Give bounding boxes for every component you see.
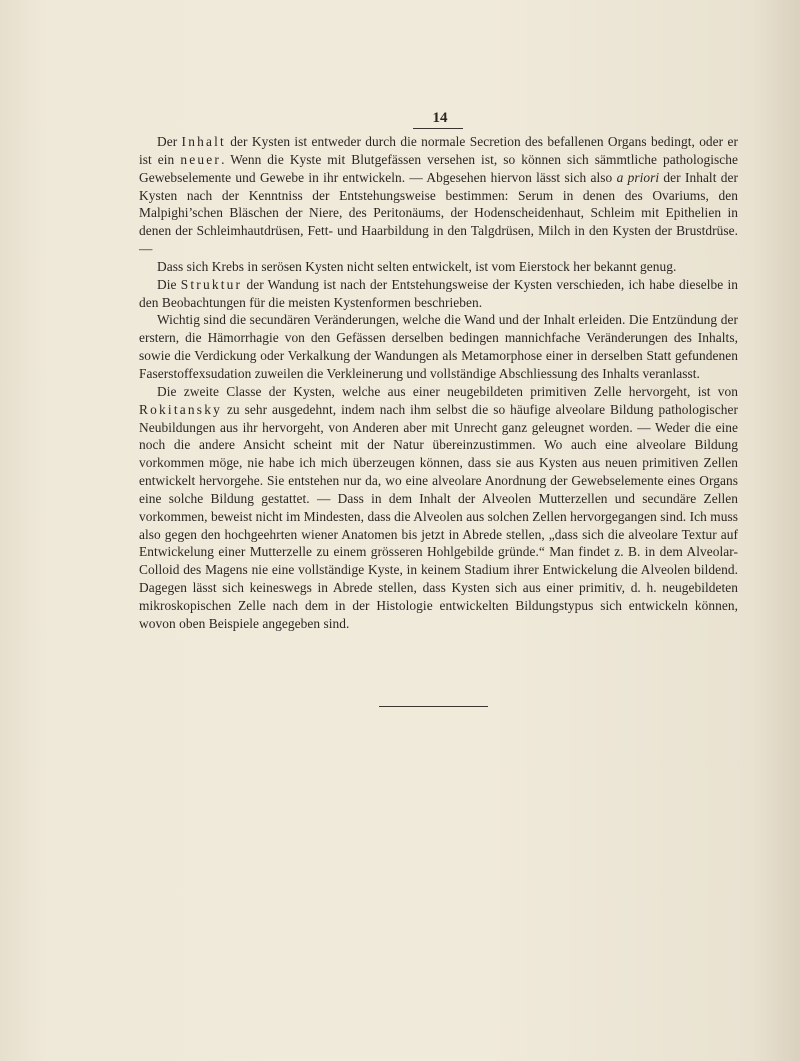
- spaced-emphasis: Struktur: [180, 276, 243, 292]
- body-text: [139, 133, 738, 633]
- text-run: Wichtig sind die secundären Veränderungen, welche die Wand und der Inhalt erleiden. Die Entzündung der erstern, die Hämorrhagie von den Gefässen derselben bedingen mannichfache Veränderungen des Inhalts, sowie die Verdickung oder Verkalkung der Wandungen als Metamorphose einer in derselben Statt gefundenen Faserstoffexsudation zuweilen die Verkleinerung und vollständige Abschliessung des Inhalts veranlasst.: [139, 312, 738, 381]
- text-run: Der: [157, 134, 182, 149]
- text-run: Dass sich Krebs in serösen Kysten nicht selten entwickelt, ist vom Eierstock her bekannt genug.: [157, 258, 677, 274]
- text-run: Die: [157, 276, 181, 292]
- paragraph: [139, 311, 738, 382]
- paragraph: [139, 258, 738, 276]
- paragraph: [139, 383, 738, 633]
- italic-emphasis: a priori: [616, 169, 660, 185]
- spaced-emphasis: neuer: [180, 151, 222, 167]
- spaced-emphasis: Inhalt: [181, 134, 226, 149]
- text-run: der Inhalt der Kysten nach der Kenntniss der Entstehungsweise bestimmen: Serum in denen des Ovariums, den Malpighi’schen Bläschen der Niere, des Peritonäums, der Hodenscheidenhaut, Schleim mit Epithelien in denen der Schleimhautdrüsen, Fett- und Haarbildung in den Talgdrüsen, Milch in den Kysten der Brustdrüse. —: [139, 169, 738, 257]
- section-end-rule: [379, 706, 488, 707]
- spaced-emphasis: Rokitansky: [139, 401, 223, 417]
- text-run: zu sehr ausgedehnt, indem nach ihm selbst die so häufige alveolare Bildung pathologischer Neubildungen aus ihr hervorgeht, von Anderen aber mit Unrecht ganz geleugnet worden. — Weder die eine noch die andere Ansicht scheint mit der Natur übereinzustimmen. Wo auch eine alveolare Bildung vorkommen möge, nie habe ich mich überzeugen können, dass sie aus Kysten aus neuen primitiven Zellen entwickelt hervorgehe. Sie entstehen nur da, wo eine alveolare Anordnung der Gewebselemente eines Organs eine solche Bildung gestattet. — Dass in dem Inhalt der Alveolen Mutterzellen und secundäre Zellen vorkommen, beweist nicht im Mindesten, dass die Alveolen aus solchen Zellen hervorgegangen sind. Ich muss also gegen den hochgeehrten wiener Anatomen bis jetzt in Abrede stellen, „dass sich die alveolare Textur auf Entwickelung einer Mutterzelle zu einem grösseren Hohlgebilde gründe.“ Man findet z. B. in dem Alveolar-Colloid des Magens nie eine vollständige Kyste, in keinem Stadium ihrer Entwickelung die Alveolen bildend. Dagegen lässt sich keineswegs in Abrede stellen, dass Kysten sich aus einer primitiv, d. h. neugebildeten mikroskopischen Zelle nach dem in der Histologie entwickelten Bildungstypus sich entwickeln können, wovon oben Beispiele angegeben sind.: [139, 401, 738, 631]
- text-run: . Wenn die Kyste mit Blutgefässen versehen ist, so können sich sämmtliche pathologische Gewebselemente und Gewebe in ihr entwickeln. — Abgesehen hiervon lässt sich also: [139, 151, 738, 185]
- paragraph: [139, 276, 738, 312]
- text-run: Die zweite Classe der Kysten, welche aus einer neugebildeten primitiven Zelle hervorgeht, ist von: [157, 383, 738, 399]
- paragraph: [139, 133, 738, 258]
- text-run: der Kysten ist entweder durch die normale Secretion des befallenen Organs bedingt, oder er ist ein: [139, 134, 738, 167]
- text-run: der Wandung ist nach der Entstehungsweise der Kysten verschieden, ich habe dieselbe in den Beobachtungen für die meisten Kystenformen beschrieben.: [139, 276, 738, 310]
- page-number: 14: [432, 110, 448, 126]
- page-number-rule: [413, 128, 463, 129]
